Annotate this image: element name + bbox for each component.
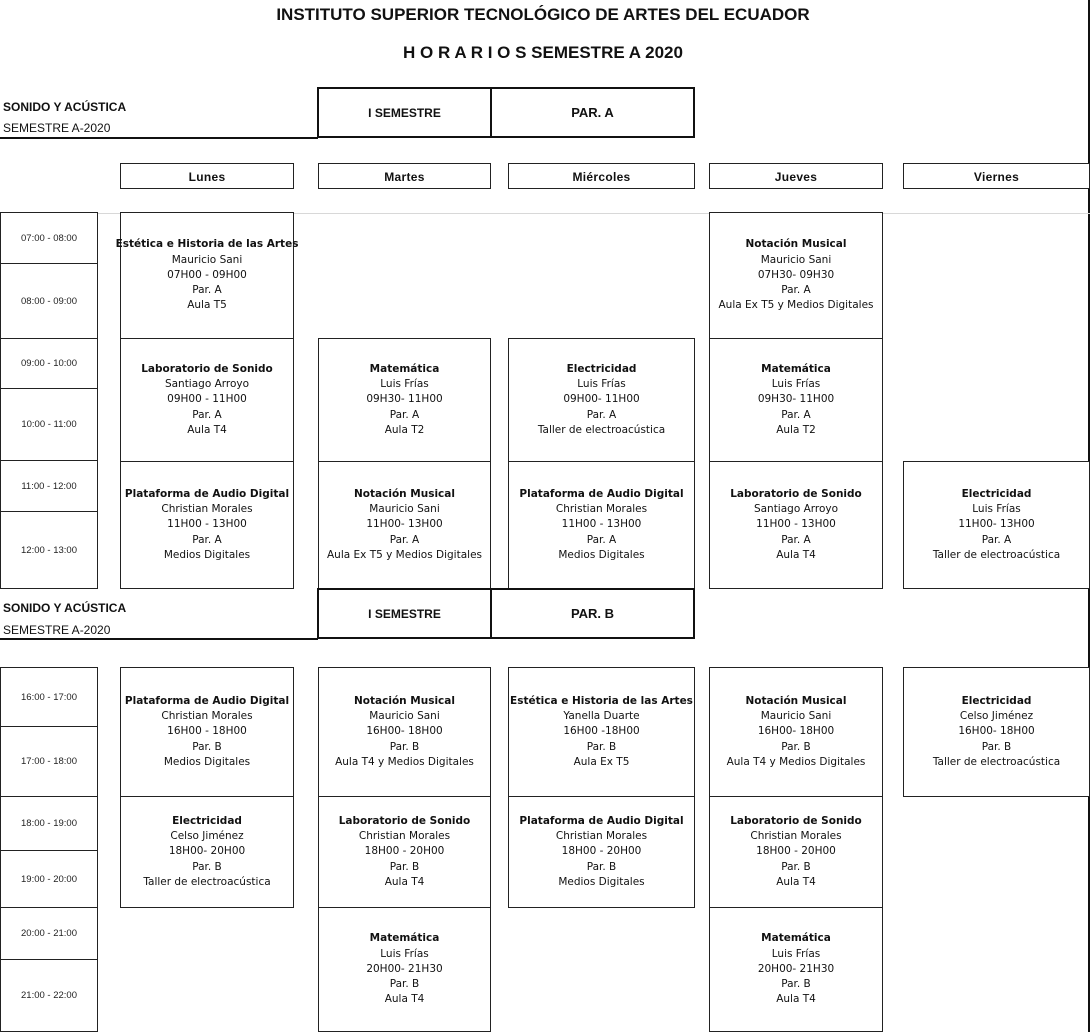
course-name: Laboratorio de Sonido [338, 814, 471, 827]
course-name: Plataforma de Audio Digital [124, 694, 290, 707]
course-room: Taller de electroacústica [143, 875, 271, 888]
course-room: Aula T4 [384, 875, 425, 888]
course-parallel: Par. B [586, 740, 617, 753]
course-hours: 09H00 - 11H00 [167, 393, 247, 406]
course-parallel: Par. A [389, 533, 420, 546]
course-room: Aula Ex T5 [573, 755, 630, 768]
course-teacher: Christian Morales [161, 503, 253, 516]
section-b-underline [0, 638, 318, 640]
course-parallel: Par. B [389, 740, 420, 753]
parallel-box-a: PAR. A [490, 87, 695, 138]
course-name: Plataforma de Audio Digital [519, 487, 684, 500]
course-cell [120, 667, 294, 797]
course-parallel: Par. A [586, 533, 617, 546]
course-cell [508, 461, 695, 589]
course-name: Notación Musical [745, 238, 847, 251]
course-hours: 11H00 - 13H00 [167, 518, 247, 531]
course-room: Aula T2 [384, 423, 425, 436]
course-hours: 07H00 - 09H00 [167, 268, 247, 281]
course-cell [120, 338, 294, 462]
course-hours: 16H00- 18H00 [366, 725, 443, 738]
course-room: Medios Digitales [163, 548, 251, 561]
course-hours: 11H00- 13H00 [958, 518, 1035, 531]
course-teacher: Christian Morales [750, 830, 842, 843]
course-parallel: Par. B [389, 978, 420, 991]
course-parallel: Par. A [981, 533, 1012, 546]
course-parallel: Par. A [586, 408, 617, 421]
course-parallel: Par. A [781, 284, 811, 297]
course-hours: 18H00 - 20H00 [561, 845, 642, 858]
course-cell [115, 212, 299, 339]
course-name: Notación Musical [354, 694, 455, 707]
course-room: Aula T4 [776, 548, 816, 561]
course-hours: 07H30- 09H30 [757, 268, 835, 281]
course-hours: 16H00- 18H00 [757, 725, 835, 738]
course-parallel: Par. B [192, 740, 222, 753]
day-header-viernes: Viernes [903, 163, 1090, 189]
level-box-b: I SEMESTRE [317, 588, 492, 639]
course-teacher: Christian Morales [358, 830, 451, 843]
time-slot: 20:00 - 21:00 [0, 907, 98, 960]
program-label-b: SONIDO Y ACÚSTICA [3, 601, 127, 615]
course-cell [318, 338, 491, 462]
course-teacher: Luis Frías [380, 947, 429, 960]
course-teacher: Celso Jiménez [170, 830, 244, 843]
course-name: Laboratorio de Sonido [730, 814, 862, 827]
course-cell [120, 796, 294, 908]
course-room: Aula T4 y Medios Digitales [335, 755, 474, 768]
course-parallel: Par. A [192, 408, 222, 421]
course-room: Aula T4 [776, 993, 816, 1006]
course-name: Matemática [761, 932, 831, 945]
course-parallel: Par. B [781, 740, 811, 753]
course-name: Plataforma de Audio Digital [519, 814, 684, 827]
course-hours: 11H00 - 13H00 [756, 518, 836, 531]
course-teacher: Mauricio Sani [760, 710, 832, 723]
time-slot: 17:00 - 18:00 [0, 726, 98, 797]
course-hours: 11H00- 13H00 [366, 518, 443, 531]
course-hours: 09H30- 11H00 [757, 393, 835, 406]
course-hours: 18H00- 20H00 [168, 845, 246, 858]
course-name: Matemática [369, 362, 440, 375]
course-cell [709, 212, 883, 339]
course-room: Aula T4 [187, 423, 227, 436]
course-room: Medios Digitales [558, 548, 645, 561]
course-hours: 16H00 - 18H00 [167, 725, 247, 738]
course-parallel: Par. A [781, 408, 811, 421]
course-room: Aula Ex T5 y Medios Digitales [326, 548, 482, 561]
course-name: Electricidad [961, 487, 1032, 500]
course-teacher: Luis Frías [771, 378, 821, 391]
day-header-martes: Martes [318, 163, 491, 189]
course-name: Matemática [369, 932, 440, 945]
course-name: Electricidad [566, 362, 637, 375]
time-slot: 19:00 - 20:00 [0, 850, 98, 908]
course-hours: 09H30- 11H00 [366, 393, 443, 406]
course-parallel: Par. A [389, 408, 420, 421]
time-slot: 18:00 - 19:00 [0, 796, 98, 851]
course-room: Taller de electroacústica [932, 755, 1061, 768]
course-room: Aula T4 [384, 993, 425, 1006]
course-parallel: Par. A [781, 533, 811, 546]
section-a-underline [0, 137, 318, 139]
course-name: Notación Musical [354, 487, 455, 500]
course-room: Taller de electroacústica [537, 423, 666, 436]
course-name: Electricidad [961, 694, 1032, 707]
course-cell [508, 796, 695, 908]
course-cell [318, 796, 491, 908]
course-name: Electricidad [172, 814, 242, 827]
course-cell [709, 461, 883, 589]
course-cell [903, 667, 1090, 797]
course-hours: 16H00- 18H00 [958, 725, 1035, 738]
course-cell [508, 338, 695, 462]
course-hours: 20H00- 21H30 [366, 962, 443, 975]
course-hours: 20H00- 21H30 [757, 962, 835, 975]
course-teacher: Christian Morales [161, 710, 253, 723]
course-cell [709, 907, 883, 1032]
course-teacher: Santiago Arroyo [753, 503, 839, 516]
course-cell [508, 667, 695, 797]
schedule-title: H O R A R I O S SEMESTRE A 2020 [403, 43, 683, 62]
course-teacher: Luis Frías [972, 503, 1021, 516]
course-hours: 11H00 - 13H00 [561, 518, 642, 531]
course-parallel: Par. B [389, 860, 420, 873]
course-parallel: Par. B [192, 860, 222, 873]
course-parallel: Par. A [192, 284, 222, 297]
course-name: Notación Musical [745, 694, 847, 707]
course-name: Matemática [761, 362, 831, 375]
time-slot: 16:00 - 17:00 [0, 667, 98, 727]
course-teacher: Santiago Arroyo [164, 378, 250, 391]
course-teacher: Yanella Duarte [563, 710, 640, 723]
course-teacher: Mauricio Sani [171, 253, 243, 266]
course-hours: 18H00 - 20H00 [756, 845, 836, 858]
time-slot: 07:00 - 08:00 [0, 212, 98, 264]
course-cell [709, 338, 883, 462]
day-header-jueves: Jueves [709, 163, 883, 189]
course-cell [709, 667, 883, 797]
course-room: Aula Ex T5 y Medios Digitales [718, 299, 874, 312]
course-teacher: Christian Morales [555, 830, 648, 843]
course-room: Aula T4 y Medios Digitales [726, 755, 866, 768]
course-room: Medios Digitales [163, 755, 251, 768]
course-room: Taller de electroacústica [932, 548, 1061, 561]
course-name: Plataforma de Audio Digital [124, 487, 290, 500]
course-hours: 16H00 -18H00 [563, 725, 640, 738]
course-parallel: Par. B [981, 740, 1012, 753]
semester-label-a: SEMESTRE A-2020 [3, 121, 111, 135]
course-cell [709, 796, 883, 908]
course-teacher: Mauricio Sani [369, 503, 440, 516]
time-slot: 10:00 - 11:00 [0, 388, 98, 461]
course-parallel: Par. B [781, 860, 811, 873]
program-label-a: SONIDO Y ACÚSTICA [3, 100, 127, 114]
course-room: Medios Digitales [558, 875, 645, 888]
time-slot: 12:00 - 13:00 [0, 511, 98, 589]
semester-label-b: SEMESTRE A-2020 [3, 623, 111, 637]
course-cell [318, 461, 491, 589]
course-parallel: Par. B [781, 978, 811, 991]
institution-title: INSTITUTO SUPERIOR TECNOLÓGICO DE ARTES DEL ECUADOR [276, 5, 810, 24]
course-name: Estética e Historia de las Artes [115, 238, 299, 251]
course-teacher: Luis Frías [771, 947, 821, 960]
course-teacher: Mauricio Sani [760, 253, 832, 266]
course-parallel: Par. B [586, 860, 617, 873]
course-name: Laboratorio de Sonido [141, 362, 273, 375]
course-cell [318, 667, 491, 797]
course-name: Laboratorio de Sonido [730, 487, 862, 500]
course-room: Aula T2 [776, 423, 816, 436]
level-box-a: I SEMESTRE [317, 87, 492, 138]
course-cell [903, 461, 1090, 589]
parallel-box-b: PAR. B [490, 588, 695, 639]
course-hours: 18H00 - 20H00 [364, 845, 445, 858]
day-header-lunes: Lunes [120, 163, 294, 189]
course-teacher: Luis Frías [380, 378, 429, 391]
course-room: Aula T5 [187, 299, 227, 312]
course-parallel: Par. A [192, 533, 222, 546]
course-cell [318, 907, 491, 1032]
course-teacher: Celso Jiménez [959, 710, 1034, 723]
time-slot: 08:00 - 09:00 [0, 263, 98, 339]
course-teacher: Christian Morales [555, 503, 648, 516]
course-cell [120, 461, 294, 589]
day-header-miercoles: Miércoles [508, 163, 695, 189]
course-name: Estética e Historia de las Artes [510, 694, 693, 707]
time-slot: 21:00 - 22:00 [0, 959, 98, 1032]
time-slot: 09:00 - 10:00 [0, 338, 98, 389]
course-room: Aula T4 [776, 875, 816, 888]
time-slot: 11:00 - 12:00 [0, 460, 98, 512]
course-teacher: Mauricio Sani [369, 710, 440, 723]
course-hours: 09H00- 11H00 [563, 393, 640, 406]
course-teacher: Luis Frías [577, 378, 626, 391]
